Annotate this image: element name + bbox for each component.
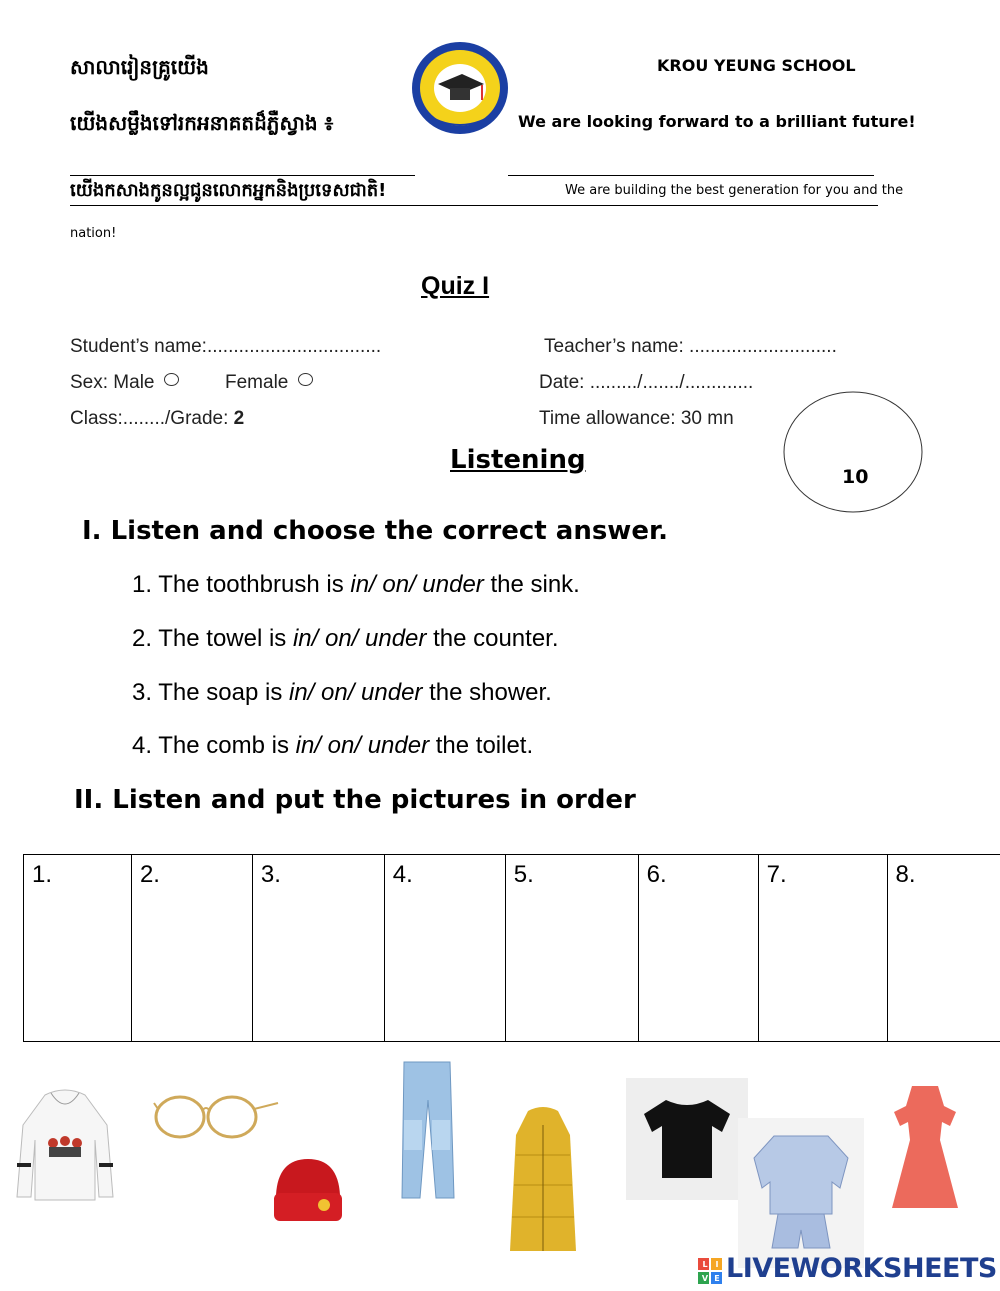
student-name-field[interactable]: Student’s name:................................. bbox=[70, 336, 382, 357]
order-cell-2[interactable]: 2. bbox=[131, 855, 252, 1042]
hoodie-picture[interactable] bbox=[15, 1085, 115, 1205]
khmer-motto: យើងសម្លឹងទៅរកអនាគតដ៏ភ្លឺស្វាង ៖ bbox=[70, 111, 334, 135]
badge-letters bbox=[699, 1259, 723, 1285]
male-radio[interactable] bbox=[164, 373, 179, 386]
question-3-options[interactable]: in/ on/ under bbox=[288, 679, 423, 706]
order-cell-7[interactable]: 7. bbox=[758, 855, 887, 1042]
question-1-rest: the sink. bbox=[483, 571, 580, 598]
order-cell-8[interactable]: 8. bbox=[887, 855, 1000, 1042]
order-cell-5[interactable]: 5. bbox=[505, 855, 638, 1042]
divider bbox=[70, 175, 415, 176]
class-field[interactable] bbox=[70, 408, 244, 430]
question-1-options[interactable]: in/ on/ under bbox=[350, 571, 484, 598]
question-2-options[interactable]: in/ on/ under bbox=[292, 625, 427, 652]
female-radio[interactable] bbox=[298, 373, 313, 386]
question-4 bbox=[132, 732, 533, 760]
teacher-name-field[interactable]: Teacher’s name: ............................ bbox=[544, 336, 837, 357]
dress-picture[interactable] bbox=[890, 1082, 960, 1212]
score-total: 10 bbox=[842, 466, 869, 488]
question-1 bbox=[132, 571, 580, 599]
puffer-coat-picture[interactable] bbox=[508, 1105, 578, 1257]
female-label: Female bbox=[225, 372, 289, 393]
time-allowance: Time allowance: 30 mn bbox=[539, 408, 734, 429]
badge-letter-e: E bbox=[714, 1274, 720, 1283]
class-label: Class:......../Grade: bbox=[70, 408, 234, 429]
order-cell-3[interactable]: 3. bbox=[252, 855, 384, 1042]
sex-row bbox=[70, 372, 179, 394]
quiz-title: Quiz I bbox=[421, 272, 490, 300]
order-cell-4[interactable]: 4. bbox=[384, 855, 505, 1042]
mission-text: We are building the best generation for you and the bbox=[565, 183, 904, 198]
section-1-heading: I. Listen and choose the correct answer. bbox=[82, 516, 668, 546]
khmer-school-name: សាលារៀនគ្រូយើង bbox=[70, 55, 209, 79]
tshirt-picture[interactable] bbox=[626, 1078, 748, 1200]
question-1-text: 1. The toothbrush is bbox=[132, 571, 351, 598]
glasses-picture[interactable] bbox=[150, 1085, 282, 1145]
beanie-picture[interactable] bbox=[270, 1155, 346, 1227]
school-motto: We are looking forward to a brilliant future! bbox=[518, 112, 916, 131]
date-field[interactable]: Date: ........./......./............. bbox=[539, 372, 754, 393]
badge-letter-i: I bbox=[715, 1260, 719, 1269]
score-circle bbox=[782, 390, 924, 514]
badge-letter-v: V bbox=[701, 1274, 709, 1283]
divider bbox=[508, 175, 874, 176]
question-2-text: 2. The towel is bbox=[132, 625, 293, 652]
badge-letter-l: L bbox=[702, 1260, 708, 1269]
order-table bbox=[23, 854, 1000, 1042]
divider bbox=[70, 205, 878, 206]
school-logo bbox=[410, 40, 510, 136]
pajamas-picture[interactable] bbox=[738, 1118, 864, 1268]
question-2 bbox=[132, 625, 559, 653]
question-3-text: 3. The soap is bbox=[132, 679, 289, 706]
female-row bbox=[225, 372, 313, 394]
question-3-rest: the shower. bbox=[422, 679, 552, 706]
jeans-picture[interactable] bbox=[398, 1060, 456, 1200]
question-4-rest: the toilet. bbox=[429, 732, 534, 759]
question-4-text: 4. The comb is bbox=[132, 732, 296, 759]
order-cell-6[interactable]: 6. bbox=[638, 855, 758, 1042]
sex-male-label: Sex: Male bbox=[70, 372, 155, 393]
mission-text-end: nation! bbox=[70, 226, 117, 241]
order-cell-1[interactable]: 1. bbox=[24, 855, 132, 1042]
khmer-mission: យើងកសាងកូនល្អជូនលោកអ្នកនិងប្រទេសជាតិ! bbox=[70, 180, 387, 201]
question-4-options[interactable]: in/ on/ under bbox=[295, 732, 430, 759]
section-2-heading: II. Listen and put the pictures in order bbox=[74, 785, 636, 815]
listening-title: Listening bbox=[450, 445, 586, 475]
question-3 bbox=[132, 679, 552, 707]
question-2-rest: the counter. bbox=[426, 625, 559, 652]
grade-value: 2 bbox=[233, 408, 245, 429]
school-name: KROU YEUNG SCHOOL bbox=[657, 56, 856, 75]
liveworksheets-logo[interactable]: LIVEWORKSHEETS bbox=[726, 1253, 997, 1284]
